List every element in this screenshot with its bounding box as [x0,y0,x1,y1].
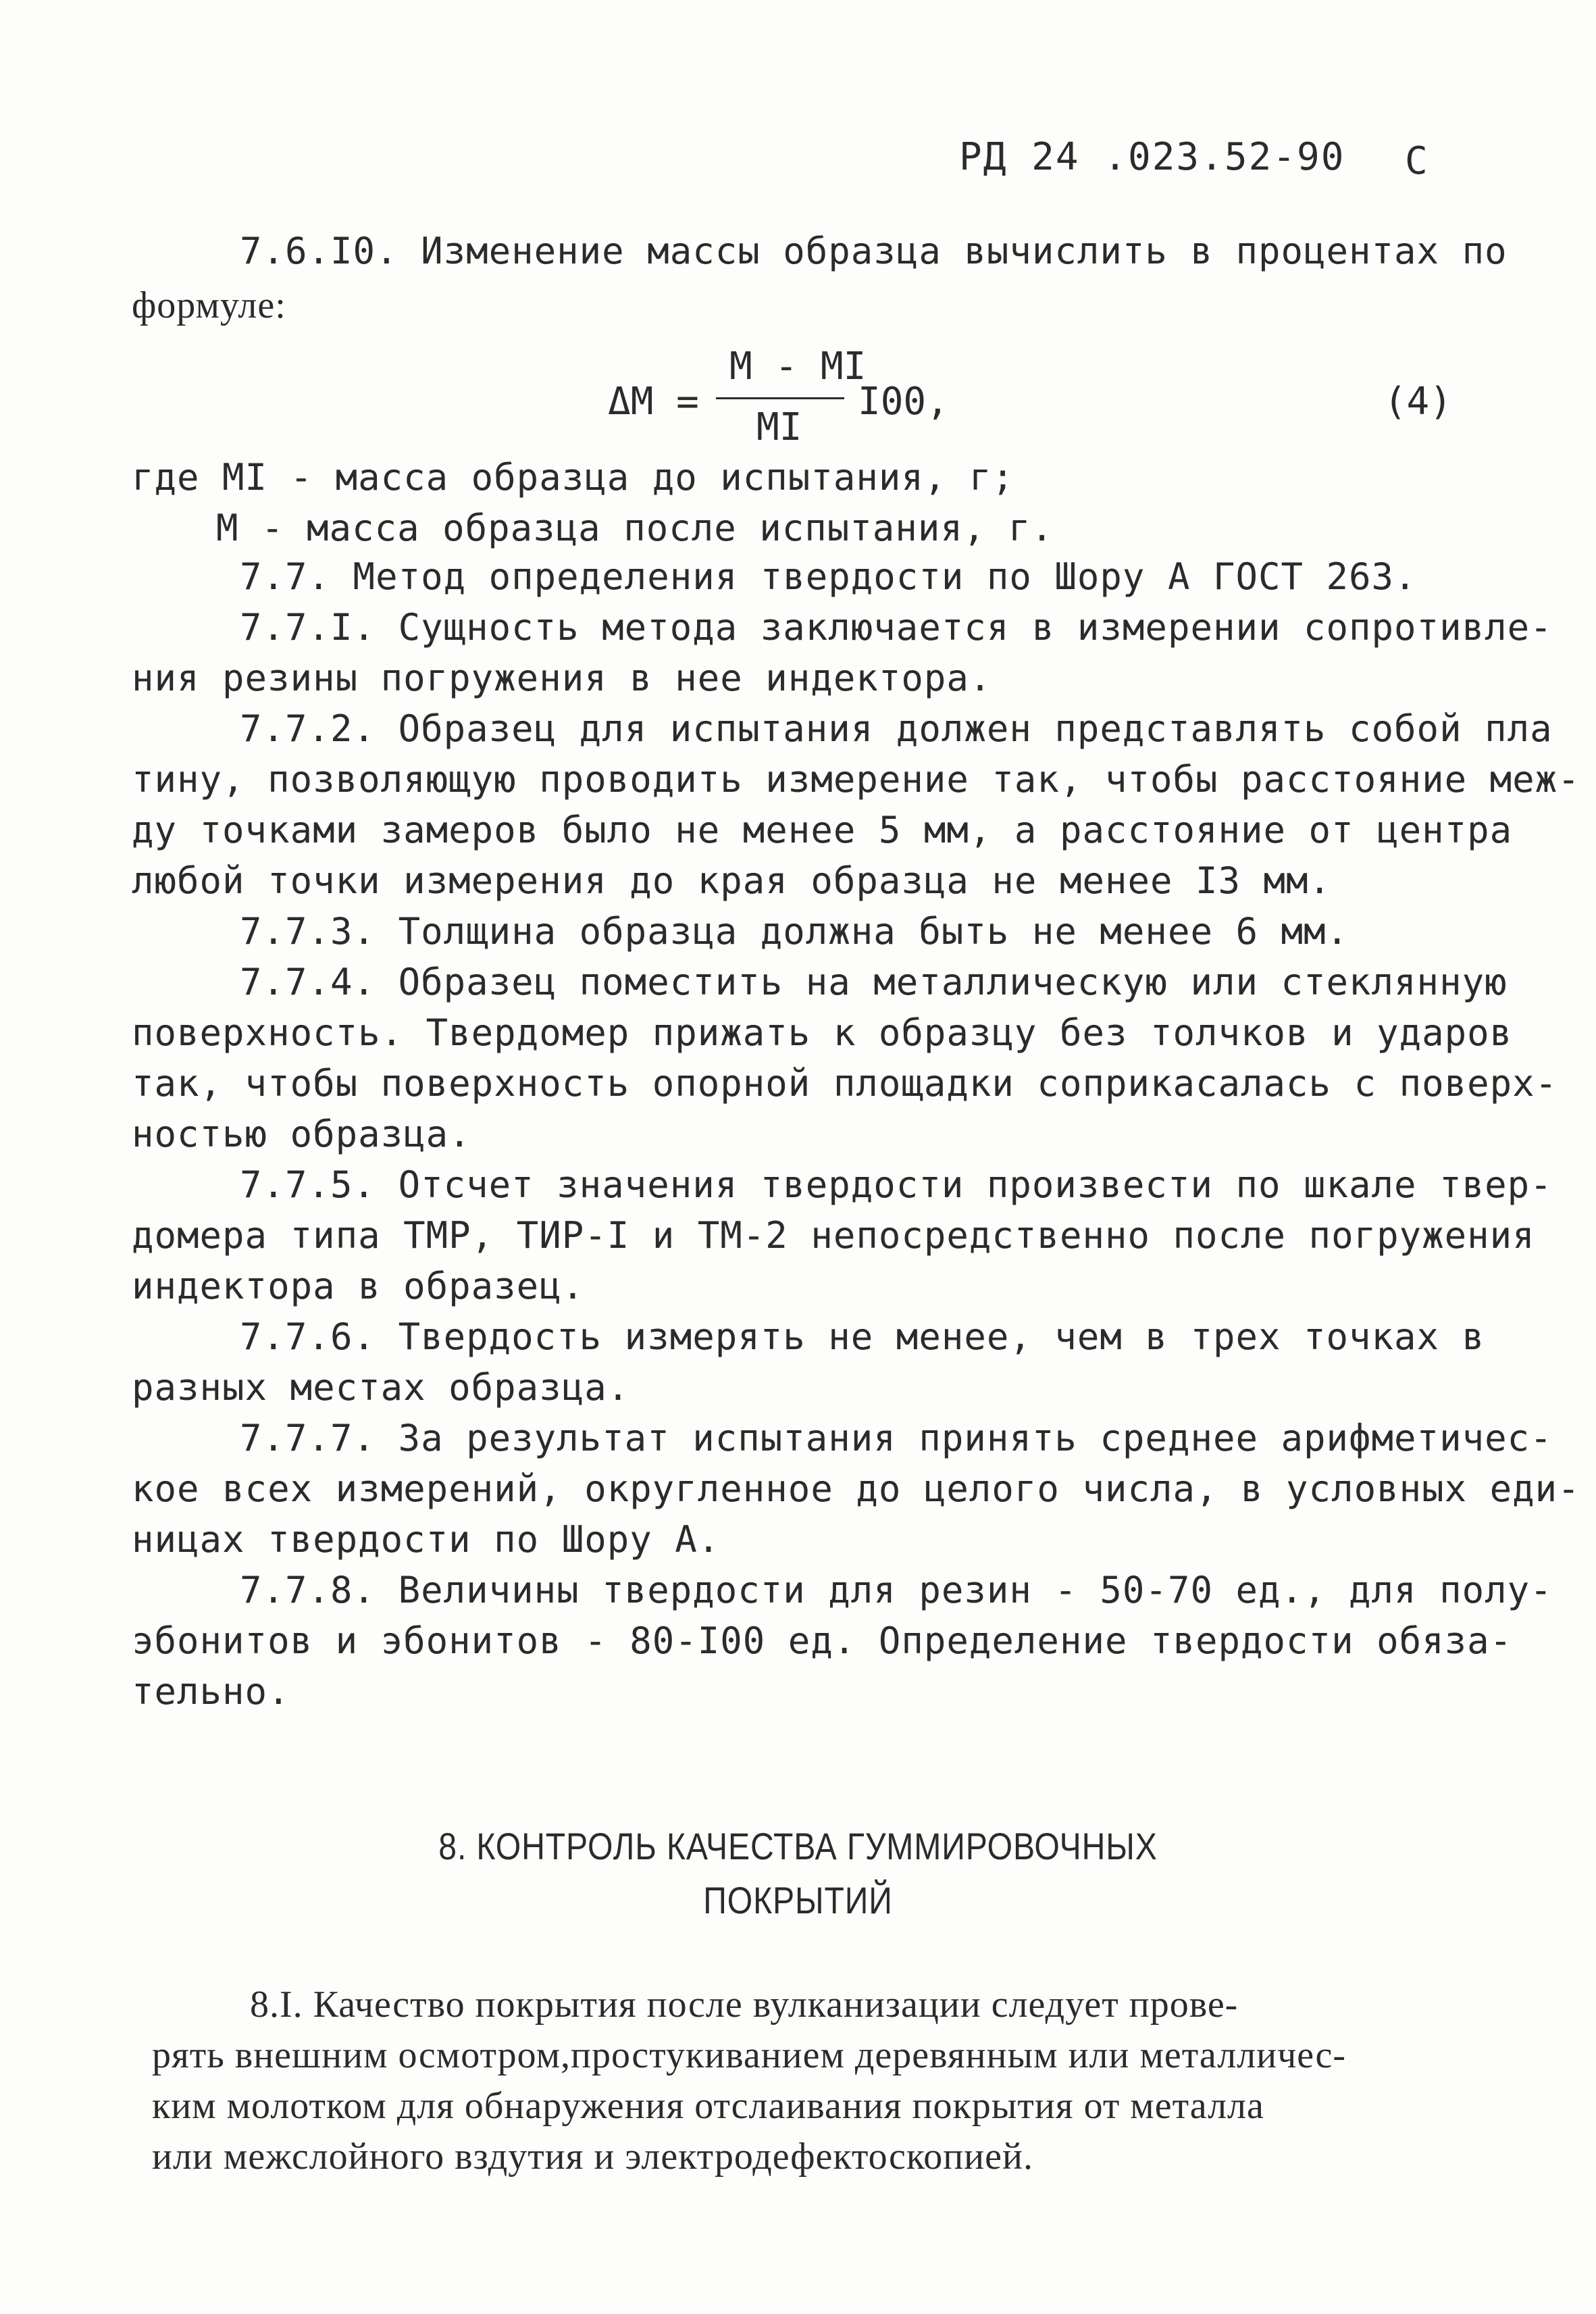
text-line: поверхность. Твердомер прижать к образцу без толчков и ударов [132,1011,1513,1054]
text-line: 7.7. Метод определения твердости по Шору А ГОСТ 263. [240,555,1417,598]
text-line: 7.7.3. Толщина образца должна быть не менее 6 мм. [240,910,1349,953]
text-line: тельно. [132,1670,290,1713]
text-line: ния резины погружения в нее индектора. [132,657,992,699]
text-line: рять внешним осмотром,простукиванием деревянным или металличес- [152,2034,1347,2076]
section-heading: ПОКРЫТИЙ [703,1879,893,1921]
text-line: формуле: [132,284,286,326]
formula-lhs: ΔМ = [608,380,699,424]
text-line: ким молотком для обнаружения отслаивания покрытия от металла [152,2085,1264,2127]
document-header [959,135,1429,183]
text-line: 7.7.2. Образец для испытания должен представлять собой пла [240,707,1553,750]
text-line: 7.7.5. Отсчет значения твердости произвести по шкале твер- [240,1163,1553,1206]
text-line: 7.6.I0. Изменение массы образца вычислить в процентах по [240,230,1508,272]
text-line: где МI - масса образца до испытания, г; [132,456,1014,499]
fraction-bar [716,397,844,399]
text-line: эбонитов и эбонитов - 80-I00 ед. Определение твердости обяза- [132,1619,1513,1662]
text-line: 7.7.7. За результат испытания принять среднее арифметичес- [240,1417,1553,1459]
text-line: любой точки измерения до края образца не менее I3 мм. [132,859,1332,902]
text-line: или межслойного вздутия и электродефектоскопией. [152,2136,1033,2178]
text-line: так, чтобы поверхность опорной площадки соприкасалась с поверх- [132,1062,1558,1105]
text-line: 7.7.4. Образец поместить на металлическую или стеклянную [240,961,1508,1003]
page-mark: С [1405,139,1429,183]
formula-tail: I00, [858,380,949,424]
text-line: 7.7.8. Величины твердости для резин - 50-70 ед., для полу- [240,1569,1553,1611]
text-line: кое всех измерений, округленное до целого числа, в условных еди- [132,1467,1580,1510]
text-line: 7.7.I. Сущность метода заключается в измерении сопротивле- [240,606,1553,649]
text-line: тину, позволяющую проводить измерение так, чтобы расстояние меж- [132,758,1580,801]
text-line: ницах твердости по Шору А. [132,1518,721,1561]
formula [608,345,1452,453]
text-line: ностью образца. [132,1113,471,1155]
text-line: разных местах образца. [132,1366,630,1409]
text-line: 7.7.6. Твердость измерять не менее, чем в трех точках в [240,1315,1485,1358]
text-line: М - масса образца после испытания, г. [216,507,1054,549]
formula-denominator: МI [756,405,802,449]
text-line: индектора в образец. [132,1265,585,1307]
text-line: домера типа ТМР, ТИР-I и ТМ-2 непосредственно после погружения [132,1214,1535,1257]
document-code: РД 24 .023.52-90 [959,135,1345,179]
section-heading: 8. КОНТРОЛЬ КАЧЕСТВА ГУММИРОВОЧНЫХ [438,1825,1158,1867]
equation-number: (4) [1383,380,1452,424]
formula-numerator: М - МI [729,345,867,388]
text-line: 8.I. Качество покрытия после вулканизации следует прове- [250,1984,1239,2026]
text-line: ду точками замеров было не менее 5 мм, а расстояние от центра [132,809,1513,851]
